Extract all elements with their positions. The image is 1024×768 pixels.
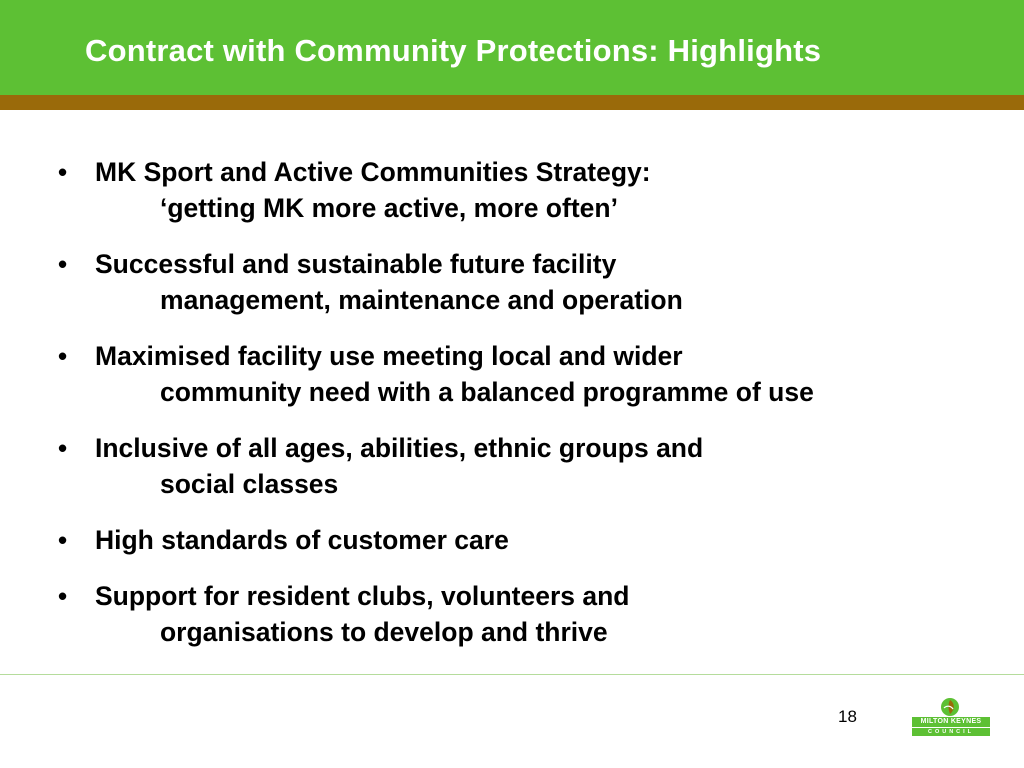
bullet-item (58, 521, 1018, 559)
bullet-list (58, 153, 1018, 669)
council-logo (912, 697, 990, 737)
bullet-dot-icon: • (58, 581, 68, 611)
bullet-dot-icon: • (58, 341, 68, 371)
bullet-line-continued: community need with a balanced programme of use (160, 377, 814, 407)
bullet-line-continued: social classes (160, 469, 339, 499)
logo-name: MILTON KEYNES (912, 717, 990, 727)
bullet-line-continued: organisations to develop and thrive (160, 617, 608, 647)
leaf-icon (940, 697, 960, 717)
bullet-item (58, 429, 1018, 503)
slide-title: Contract with Community Protections: Highlights (85, 33, 822, 68)
footer-divider (0, 674, 1024, 675)
bullet-item (58, 245, 1018, 319)
bullet-item (58, 577, 1018, 651)
bullet-line: MK Sport and Active Communities Strategy: (95, 157, 651, 187)
bullet-dot-icon: • (58, 157, 68, 187)
bullet-dot-icon: • (58, 433, 68, 463)
bullet-line: Support for resident clubs, volunteers and (95, 581, 630, 611)
bullet-dot-icon: • (58, 249, 68, 279)
bullet-line: High standards of customer care (95, 525, 509, 555)
bullet-line: Inclusive of all ages, abilities, ethnic groups and (95, 433, 704, 463)
bullet-line-continued: ‘getting MK more active, more often’ (160, 193, 618, 223)
bullet-line: Successful and sustainable future facility (95, 249, 617, 279)
bullet-line-continued: management, maintenance and operation (160, 285, 683, 315)
page-number: 18 (838, 707, 857, 726)
title-bar (0, 0, 1024, 95)
bullet-line: Maximised facility use meeting local and wider (95, 341, 683, 371)
title-stripe (0, 95, 1024, 110)
bullet-item (58, 153, 1018, 227)
bullet-item (58, 337, 1018, 411)
bullet-dot-icon: • (58, 525, 68, 555)
logo-subtitle: COUNCIL (912, 727, 990, 736)
